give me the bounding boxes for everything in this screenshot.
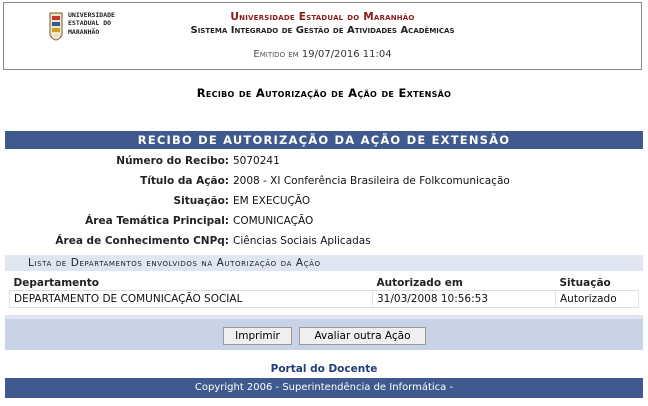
field-value: 2008 - XI Conferência Brasileira de Folkcomunicação xyxy=(233,175,510,187)
authorized-at-cell: 31/03/2008 10:56:53 xyxy=(373,291,556,308)
evaluate-other-button[interactable]: Avaliar outra Ação xyxy=(299,327,426,345)
field-row xyxy=(5,192,643,210)
issued-at xyxy=(4,49,641,60)
field-row xyxy=(5,152,643,170)
department-cell: DEPARTAMENTO DE COMUNICAÇÃO SOCIAL xyxy=(10,291,373,308)
field-label: Área de Conhecimento CNPq: xyxy=(55,235,229,247)
receipt-panel xyxy=(5,131,643,350)
field-label: Situação: xyxy=(173,195,229,207)
table-row xyxy=(10,291,639,308)
issued-at-value: 19/07/2016 11:04 xyxy=(301,49,392,60)
field-row xyxy=(5,232,643,250)
field-row xyxy=(5,172,643,190)
field-label: Número do Recibo: xyxy=(116,155,229,167)
status-cell: Autorizado xyxy=(556,291,639,308)
column-header: Departamento xyxy=(13,277,99,289)
document-title: Recibo de Autorização de Ação de Extensão xyxy=(196,86,452,100)
issued-at-label: Emitido em xyxy=(253,49,299,60)
footer: Copyright 2006 - Superintendência de Informática - xyxy=(5,378,643,398)
table-header-row xyxy=(10,276,639,291)
report-header xyxy=(3,2,642,70)
field-row xyxy=(5,212,643,230)
panel-body xyxy=(5,149,643,315)
logo-line: ESTADUAL DO xyxy=(68,19,112,28)
logo-line: MARANHÃO xyxy=(68,27,100,36)
column-header: Situação xyxy=(559,277,611,289)
departments-table xyxy=(9,276,639,308)
system-name: Sistema Integrado de Gestão de Atividades Acadêmicas xyxy=(190,25,455,36)
field-value: COMUNICAÇÃO xyxy=(233,215,314,227)
field-label: Título da Ação: xyxy=(140,175,229,187)
panel-title: RECIBO DE AUTORIZAÇÃO DA AÇÃO DE EXTENSÃO xyxy=(5,131,643,149)
institution-block xyxy=(4,11,641,36)
field-value: Ciências Sociais Aplicadas xyxy=(233,235,371,247)
field-value: EM EXECUÇÃO xyxy=(233,195,311,207)
institution-name: Universidade Estadual do Maranhão xyxy=(230,11,415,23)
field-value: 5070241 xyxy=(233,155,280,167)
print-button[interactable]: Imprimir xyxy=(223,327,292,345)
panel-actions xyxy=(5,319,643,350)
field-label: Área Temática Principal: xyxy=(85,215,229,227)
departments-list-title: Lista de Departamentos envolvidos na Autorização da Ação xyxy=(5,255,643,271)
logo-line: UNIVERSIDADE xyxy=(68,11,115,19)
portal-link[interactable]: Portal do Docente xyxy=(270,363,378,375)
column-header: Autorizado em xyxy=(376,277,463,289)
